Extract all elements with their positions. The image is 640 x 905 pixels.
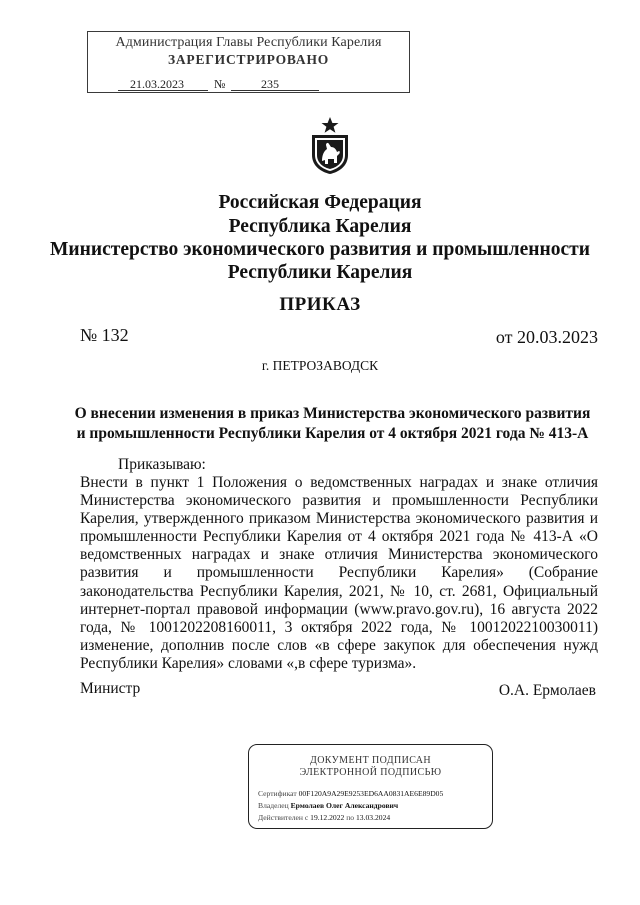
header-republic: Республика Карелия	[228, 216, 412, 237]
esig-valid-label: Действителен с	[258, 813, 309, 822]
esig-owner-value: Ермолаев Олег Александрович	[290, 801, 399, 810]
document-city: г. ПЕТРОЗАВОДСК	[261, 358, 379, 373]
esig-certificate	[258, 789, 443, 798]
document-number: № 132	[80, 325, 129, 345]
esig-title-line1: ДОКУМЕНТ ПОДПИСАН	[309, 755, 432, 766]
esig-owner-label: Владелец	[258, 801, 289, 810]
esig-valid-to: 13.03.2024	[356, 813, 391, 822]
registration-number-sign: №	[214, 77, 226, 91]
esig-validity	[258, 813, 390, 822]
document-body: Внести в пункт 1 Положения о ведомственных наградах и знаке отличия Министерства экономического развития и промышленности Республики Карелия, утвержденного приказом Министерства экономического развития и промышленности Республики Карелия от 4 октября 2021 года № 413-А «О ведомственных наградах и знаке отличия Министерства экономического развития и промышленности Республики Карелия» (Собрание законодательства Республики Карелия, 2021, № 10, ст. 2681, Официальный интернет-портал правовой информации (www.pravo.gov.ru), 16 августа 2022 года, № 1001202208160011, 3 октября 2022 года, № 1001202210030011) изменение, дополнив после слов «в сфере закупок для обеспечения нужд Республики Карелия» словами «,в сфере туризма».	[80, 474, 598, 672]
document-subject: О внесении изменения в приказ Министерства экономического развития и промышленности Республики Карелия от 4 октября 2021 года № 413-А	[74, 405, 591, 442]
document-type-title: ПРИКАЗ	[279, 294, 361, 315]
esig-valid-from: 19.12.2022	[310, 813, 345, 822]
esig-valid-to-label: по	[346, 813, 355, 822]
esig-owner	[258, 801, 398, 810]
esig-title-line2: ЭЛЕКТРОННОЙ ПОДПИСЬЮ	[299, 767, 442, 778]
registration-stamp-status: ЗАРЕГИСТРИРОВАНО	[167, 52, 330, 67]
signatory-name: О.А. Ермолаев	[498, 682, 596, 699]
header-country: Российская Федерация	[218, 192, 422, 213]
registration-stamp-authority: Администрация Главы Республики Карелия	[115, 35, 382, 50]
registration-stamp	[87, 31, 410, 93]
esig-certificate-label: Сертификат	[258, 789, 297, 798]
header-ministry-region: Республики Карелия	[227, 262, 413, 283]
registration-date: 21.03.2023	[130, 77, 184, 91]
electronic-signature-stamp	[248, 744, 493, 829]
registration-number: 235	[261, 77, 279, 91]
karelia-coat-of-arms-icon	[308, 117, 352, 175]
header-ministry: Министерство экономического развития и промышленности	[50, 239, 590, 260]
esig-certificate-value: 00F120A9A29E9253ED6AA0831AE6E89D05	[298, 789, 444, 798]
order-directive: Приказываю:	[118, 456, 206, 473]
signatory-title: Министр	[80, 680, 141, 697]
document-date: от 20.03.2023	[495, 327, 598, 347]
